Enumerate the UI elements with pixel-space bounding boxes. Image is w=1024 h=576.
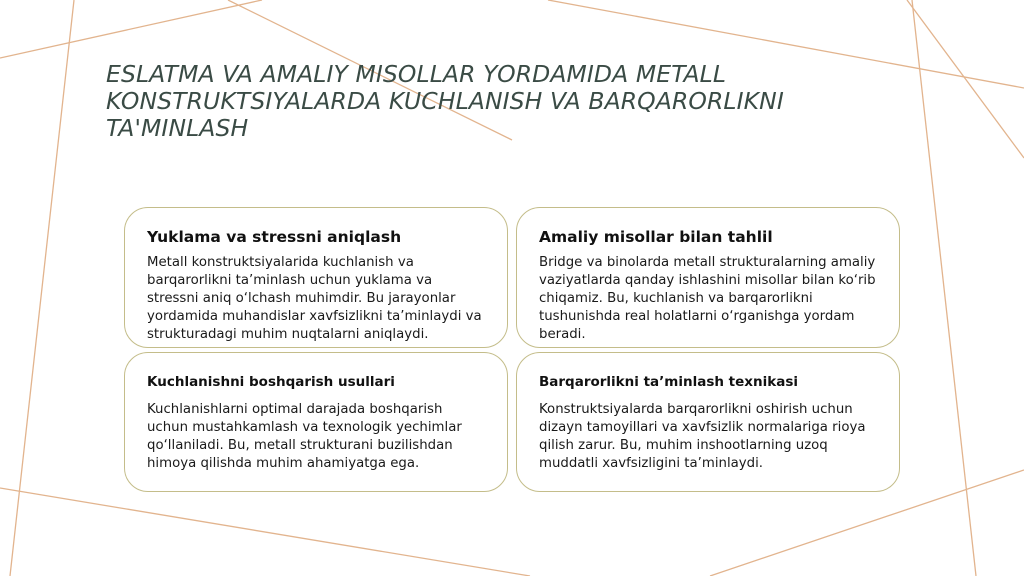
info-card-practical-examples: [516, 207, 900, 348]
card-title: Yuklama va stressni aniqlash: [147, 228, 402, 246]
card-title: Kuchlanishni boshqarish usullari: [147, 374, 395, 390]
card-body: Kuchlanishlarni optimal darajada boshqarish uchun mustahkamlash va texnologik yechimlar qo‘llaniladi. Bu, metall strukturani buzilishdan himoya qilishda muhim ahamiyatga ega.: [147, 402, 462, 471]
info-card-stress-management: [124, 352, 508, 492]
info-card-load-stress: [124, 207, 508, 348]
info-card-stability-technique: [516, 352, 900, 492]
card-title: Amaliy misollar bilan tahlil: [539, 228, 773, 246]
decor-line: [0, 0, 262, 58]
slide-title: ESLATMA VA AMALIY MISOLLAR YORDAMIDA METALL KONSTRUKTSIYALARDA KUCHLANISH VA BARQARORLIKNI TA'MINLASH: [106, 60, 784, 142]
decor-line: [907, 0, 1024, 158]
decor-line: [912, 0, 976, 576]
card-body: Metall konstruktsiyalarida kuchlanish va barqarorlikni ta’minlash uchun yuklama va stressni aniq o‘lchash muhimdir. Bu jarayonlar yordamida muhandislar xavfsizlikni ta’minlaydi va strukturadagi muhim nuqtalarni aniqlaydi.: [147, 255, 482, 342]
decor-line: [10, 0, 74, 576]
card-body: Bridge va binolarda metall strukturalarning amaliy vaziyatlarda qanday ishlashini misollar bilan ko‘rib chiqamiz. Bu, kuchlanish va barqarorlikni tushunishda real holatlarni o‘rganishga yordam beradi.: [539, 255, 876, 342]
card-title: Barqarorlikni ta’minlash texnikasi: [539, 374, 798, 390]
card-body: Konstruktsiyalarda barqarorlikni oshirish uchun dizayn tamoyillari va xavfsizlik normalariga rioya qilish zarur. Bu, muhim inshootlarning uzoq muddatli xavfsizligini ta’minlaydi.: [539, 402, 866, 471]
decor-line: [0, 488, 530, 576]
